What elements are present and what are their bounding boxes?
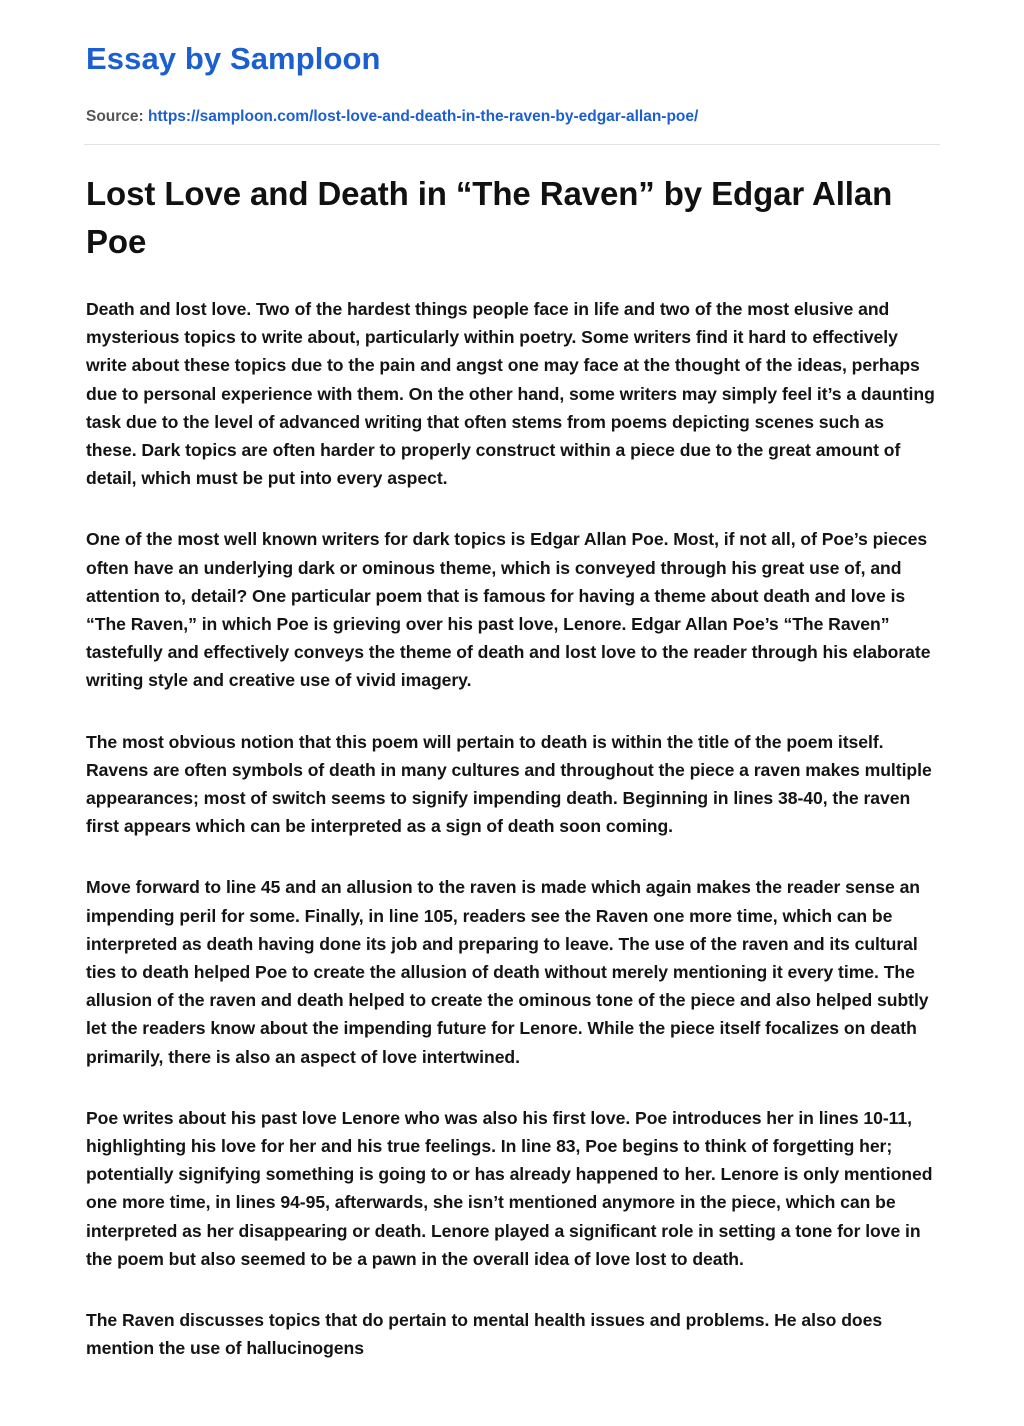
article-paragraph: Poe writes about his past love Lenore who was also his first love. Poe introduces her in lines 10-11, highlighting his love for her and his true feelings. In line 83, Poe begins to think of forgetting her; potentially signifying something is going to or has already happened to her. Lenore is only mentioned one more time, in lines 94-95, afterwards, she isn’t mentioned anymore in the piece, which can be interpreted as her disappearing or death. Lenore played a significant role in setting a tone for love in the poem but also seemed to be a pawn in the overall idea of love lost to death. [86,1107,933,1269]
article-paragraph: The Raven discusses topics that do pertain to mental health issues and problems. He also does mention the use of hallucinogens [86,1310,883,1359]
source-url-link[interactable]: https://samploon.com/lost-love-and-death-in-the-raven-by-edgar-allan-poe/ [148,108,699,125]
page-content-container [84,0,940,1363]
article-paragraph: Move forward to line 45 and an allusion to the raven is made which again makes the reader sense an impending peril for some. Finally, in line 105, readers see the Raven one more time, which can be interpreted as death having done its job and preparing to leave. The use of the raven and its cultural ties to death helped Poe to create the allusion of death without merely mentioning it every time. The allusion of the raven and death helped to create the ominous tone of the piece and also helped subtly let the readers know about the impending future for Lenore. While the piece itself focalizes on death primarily, there is also an aspect of love intertwined. [86,877,929,1067]
source-row [86,106,940,128]
source-label: Source: [86,108,144,125]
site-title: Essay by Samploon [86,41,381,76]
article-body [86,295,940,1363]
article-paragraph: Death and lost love. Two of the hardest things people face in life and two of the most elusive and mysterious topics to write about, particularly within poetry. Some writers find it hard to effectively write about these topics due to the pain and angst one may face at the thought of the ideas, perhaps due to personal experience with them. On the other hand, some writers may simply feel it’s a daunting task due to the level of advanced writing that often stems from poems depicting scenes such as these. Dark topics are often harder to properly construct within a piece due to the great amount of detail, which must be put into every aspect. [86,299,935,489]
article-paragraph: One of the most well known writers for dark topics is Edgar Allan Poe. Most, if not all, of Poe’s pieces often have an underlying dark or ominous theme, which is conveyed through his great use of, and attention to, detail? One particular poem that is famous for having a theme about death and love is “The Raven,” in which Poe is grieving over his past love, Lenore. Edgar Allan Poe’s “The Raven” tastefully and effectively conveys the theme of death and lost love to the reader through his elaborate writing style and creative use of vivid imagery. [86,529,931,691]
article-paragraph: The most obvious notion that this poem will pertain to death is within the title of the poem itself. Ravens are often symbols of death in many cultures and throughout the piece a raven makes multiple appearances; most of switch seems to signify impending death. Beginning in lines 38-40, the raven first appears which can be interpreted as a sign of death soon coming. [86,731,932,837]
header-divider [84,144,940,145]
article-title: Lost Love and Death in “The Raven” by Edgar Allan Poe [86,175,893,260]
